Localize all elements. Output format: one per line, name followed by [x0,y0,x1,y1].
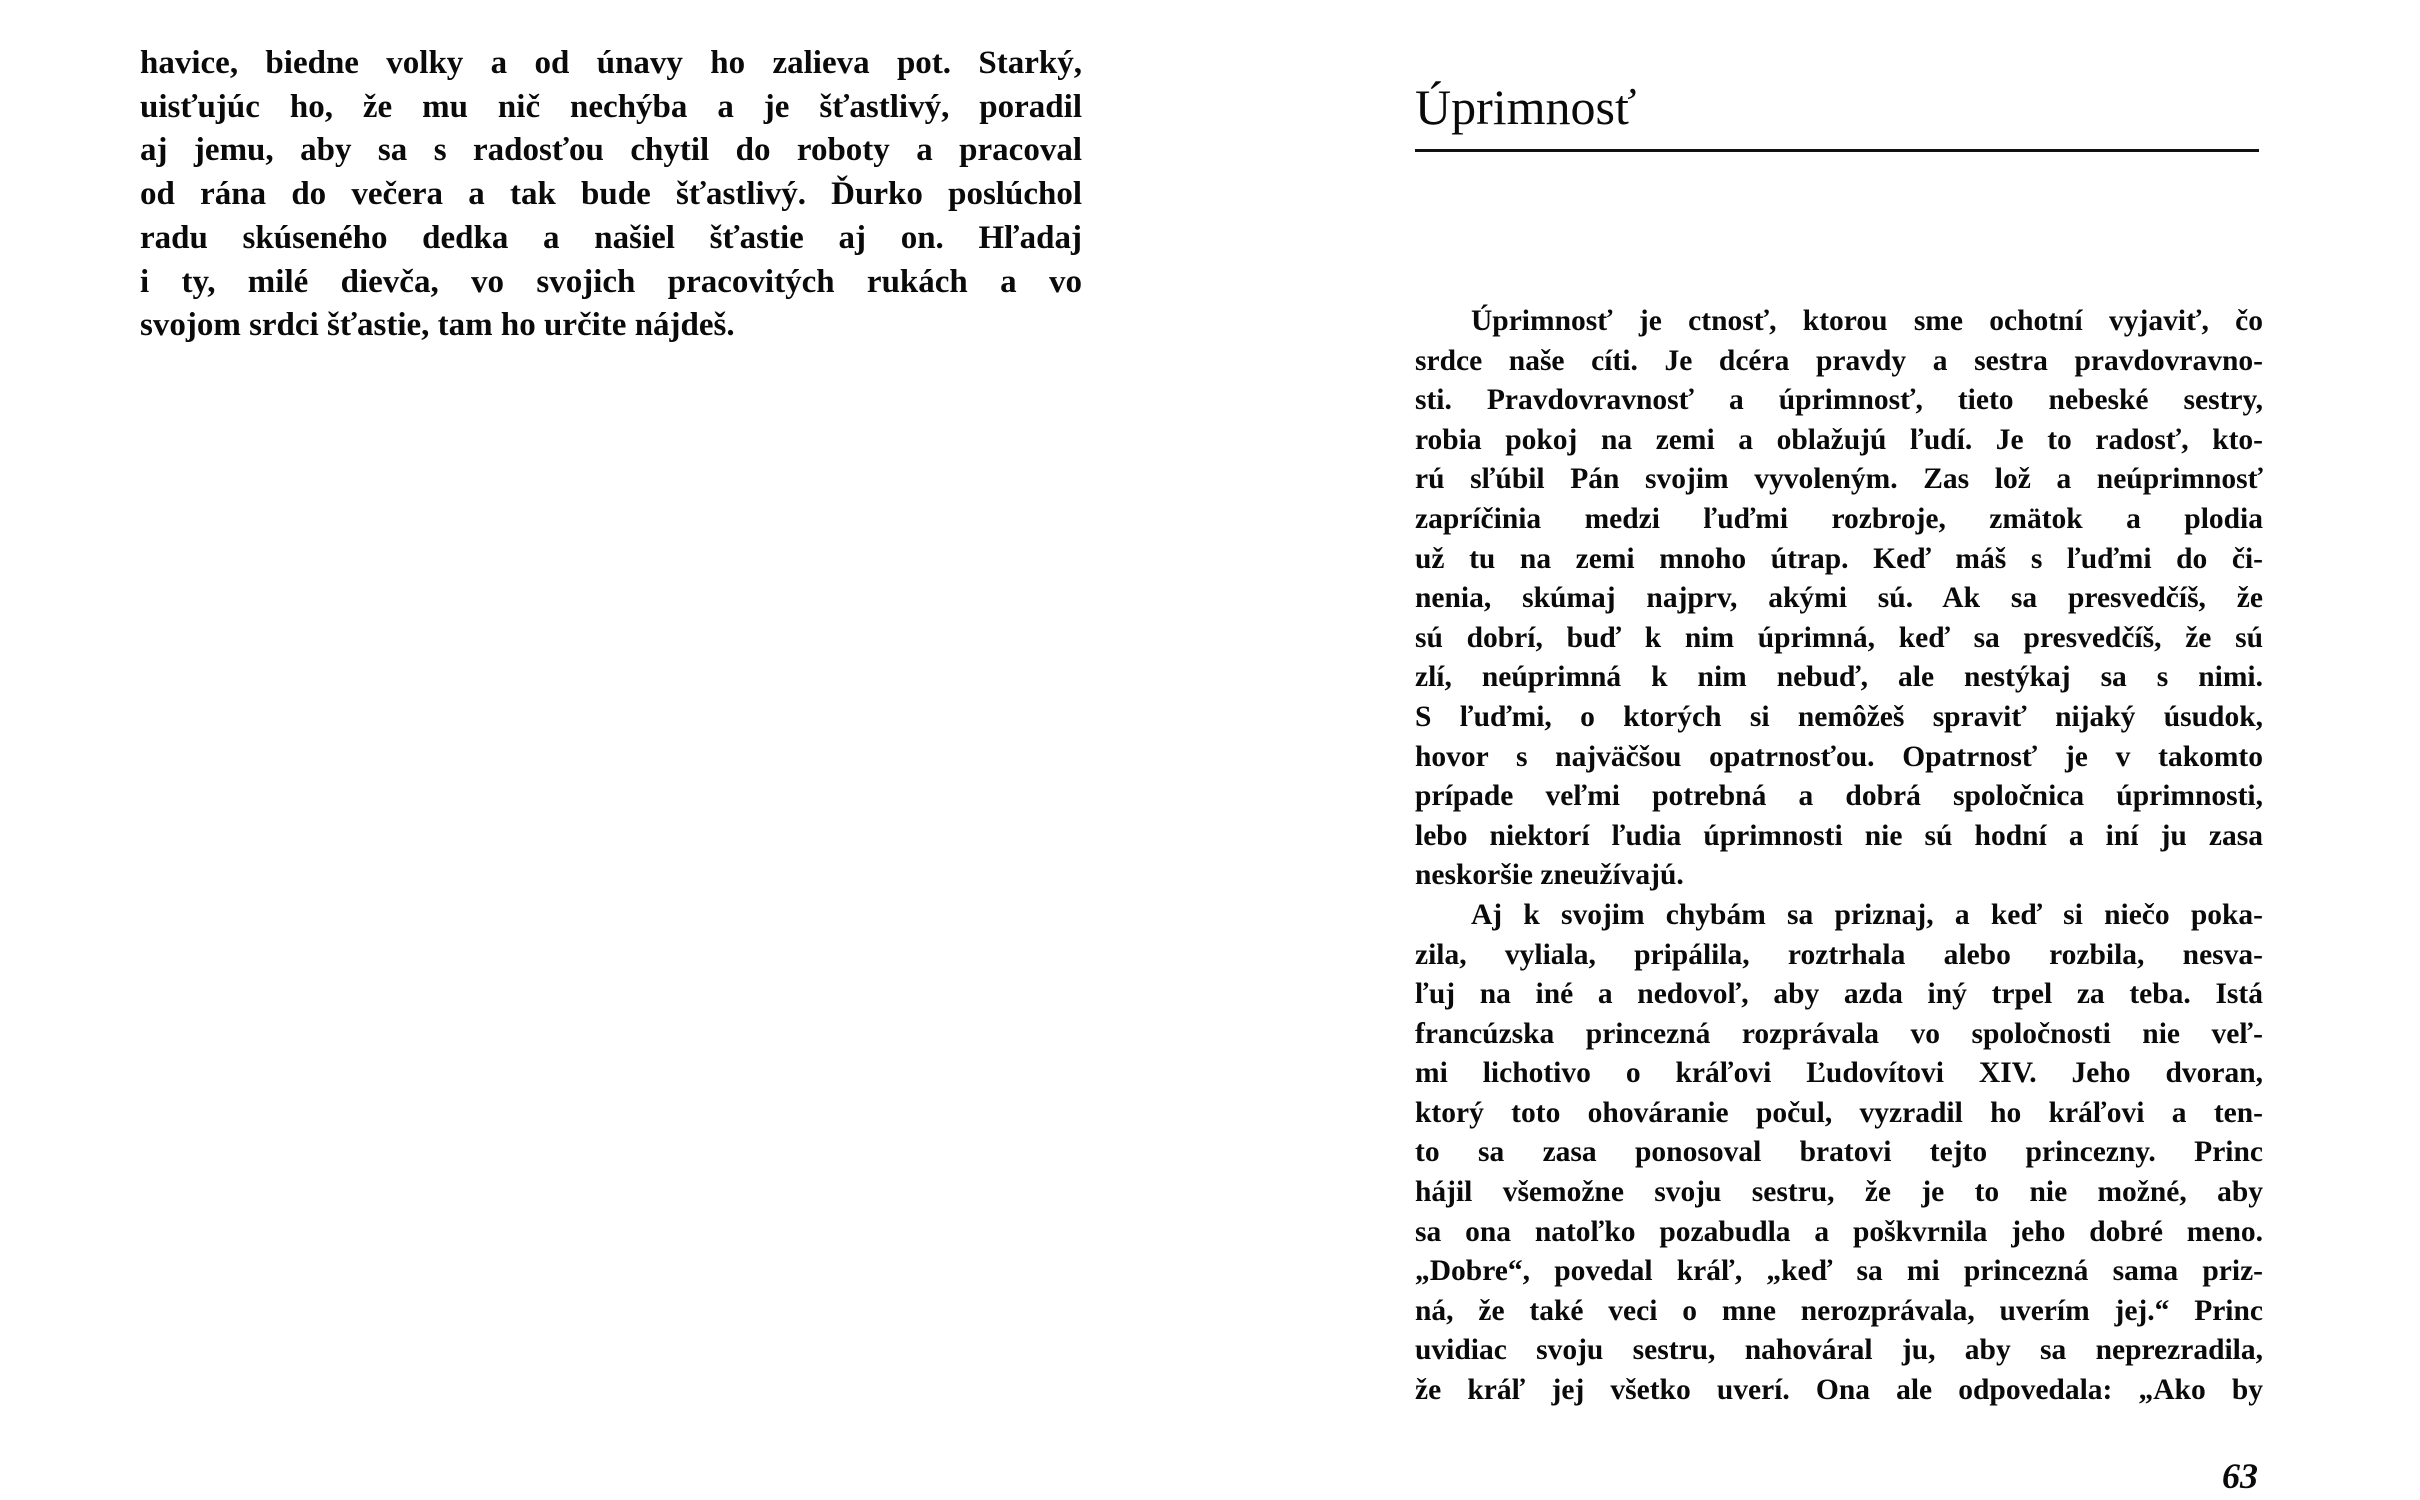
text-line: hovor s najväčšou opatrnosťou. Opatrnosť je v takomto [1415,740,2263,773]
text-line: zila, vyliala, pripálila, roztrhala alebo rozbila, nesva- [1415,938,2263,971]
right-page-text [1415,302,2263,1411]
text-line: francúzska princezná rozprávala vo spoločnosti nie veľ- [1415,1017,2263,1050]
text-line: „Dobre“, povedal kráľ, „keď sa mi princezná sama priz- [1415,1255,2263,1288]
text-line: S ľuďmi, o ktorých si nemôžeš spraviť nijaký úsudok, [1415,700,2263,733]
text-line: ktorý toto ohováranie počul, vyzradil ho kráľovi a ten- [1415,1096,2263,1129]
text-line: neskoršie zneužívajú. [1415,859,1684,892]
text-line: uvidiac svoju sestru, nahováral ju, aby sa neprezradila, [1415,1334,2263,1367]
text-line: hájil všemožne svoju sestru, že je to nie možné, aby [1415,1176,2263,1209]
text-line: nenia, skúmaj najprv, akými sú. Ak sa presvedčíš, že [1415,582,2263,615]
text-line: uisťujúc ho, že mu nič nechýba a je šťastlivý, poradil [140,88,1082,125]
text-line: ľuj na iné a nedovoľ, aby azda iný trpel za teba. Istá [1415,978,2263,1011]
text-line: robia pokoj na zemi a oblažujú ľudí. Je to radosť, kto- [1415,423,2263,456]
text-line: Úprimnosť je ctnosť, ktorou sme ochotní vyjaviť, čo [1471,305,2263,337]
text-line: sa ona natoľko pozabudla a poškvrnila jeho dobré meno. [1415,1215,2263,1248]
text-line: že kráľ jej všetko uverí. Ona ale odpovedala: „Ako by [1415,1374,2263,1407]
page-number: 63 [2222,1456,2258,1496]
title-rule [1415,149,2259,152]
text-line: rú sľúbil Pán svojim vyvoleným. Zas lož a neúprimnosť [1415,463,2263,496]
text-line: sti. Pravdovravnosť a úprimnosť, tieto nebeské sestry, [1415,384,2263,417]
text-line: lebo niektorí ľudia úprimnosti nie sú hodní a iní ju zasa [1415,819,2263,852]
paragraph [1415,302,2263,896]
text-line: od rána do večera a tak bude šťastlivý. Ďurko poslúchol [140,176,1082,213]
text-line: zlí, neúprimná k nim nebuď, ale nestýkaj sa s nimi. [1415,661,2263,694]
text-line: aj jemu, aby sa s radosťou chytil do roboty a pracoval [140,132,1082,169]
text-line: to sa zasa ponosoval bratovi tejto princezny. Princ [1415,1136,2263,1169]
text-line: svojom srdci šťastie, tam ho určite nájdeš. [140,307,735,344]
left-page-text [140,42,1082,348]
text-line: ná, že také veci o mne nerozprávala, uverím jej.“ Princ [1415,1294,2263,1327]
text-line: radu skúseného dedka a našiel šťastie aj on. Hľadaj [140,219,1082,256]
text-line: havice, biedne volky a od únavy ho zalieva pot. Starký, [140,45,1082,81]
paragraph [1415,896,2263,1411]
text-line: i ty, milé dievča, vo svojich pracovitých rukách a vo [140,263,1082,300]
text-line: Aj k svojim chybám sa priznaj, a keď si niečo poka- [1471,898,2263,931]
text-line: mi lichotivo o kráľovi Ľudovítovi XIV. Jeho dvoran, [1415,1057,2263,1090]
text-line: srdce naše cíti. Je dcéra pravdy a sestra pravdovravno- [1415,344,2263,377]
text-line: prípade veľmi potrebná a dobrá spoločnica úprimnosti, [1415,780,2263,813]
chapter-title: Úprimnosť [1415,79,1637,135]
text-line: už tu na zemi mnoho útrap. Keď máš s ľuďmi do či- [1415,542,2263,575]
text-line: zapríčinia medzi ľuďmi rozbroje, zmätok a plodia [1415,502,2263,535]
text-line: sú dobrí, buď k nim úprimná, keď sa presvedčíš, že sú [1415,621,2263,654]
